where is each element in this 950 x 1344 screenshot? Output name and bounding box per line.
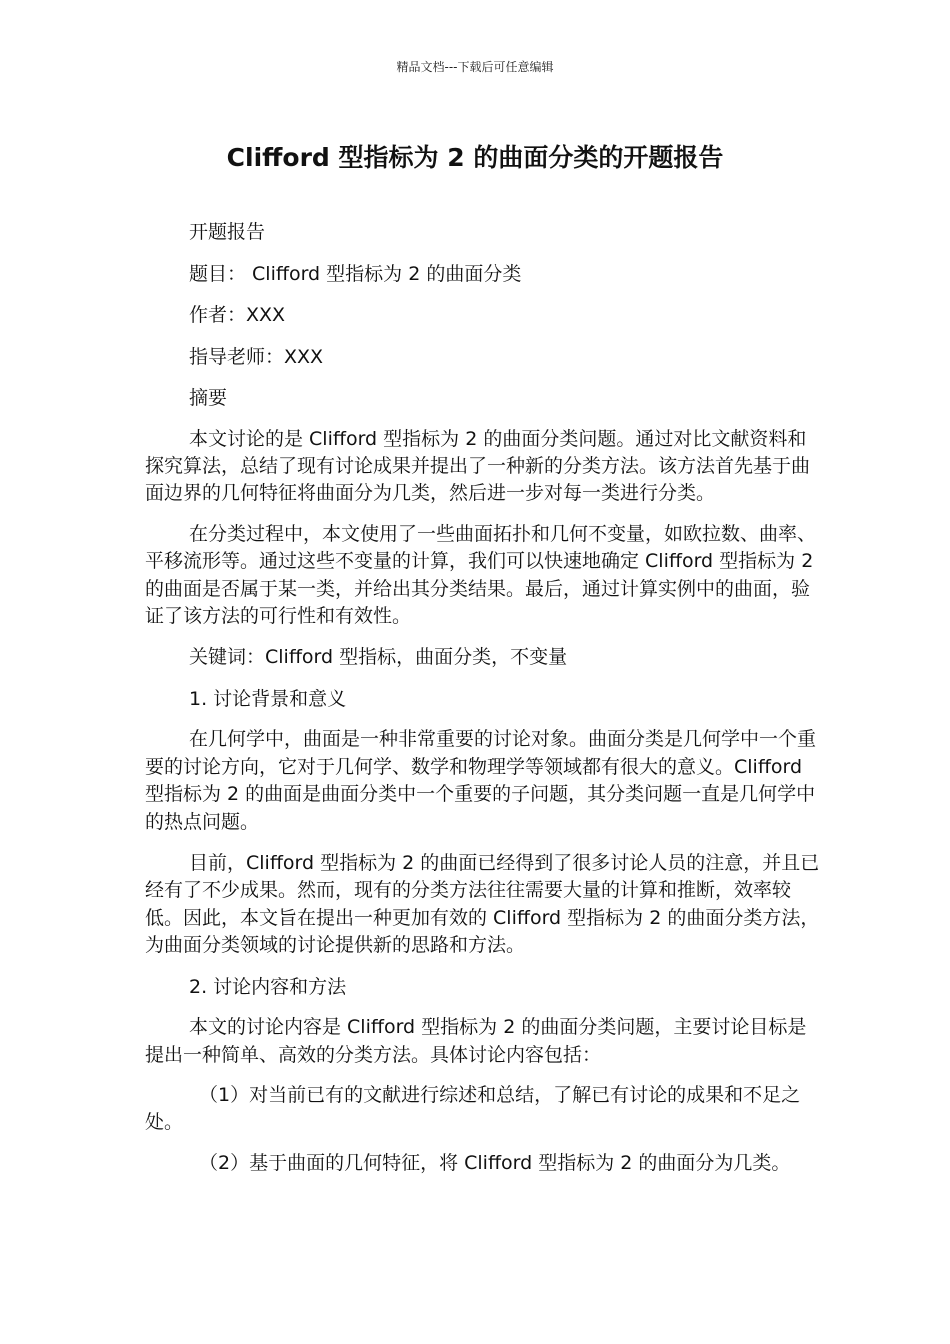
- abstract-paragraph-1: 本文讨论的是 Clifford 型指标为 2 的曲面分类问题。通过对比文献资料和探究算法，总结了现有讨论成果并提出了一种新的分类方法。该方法首先基于曲面边界的几何特征将曲面分为几类，然后进一步对每一类进行分类。: [145, 427, 811, 505]
- topic-line: 题目： Clifford 型指标为 2 的曲面分类: [189, 262, 522, 285]
- background-paragraph-1: 在几何学中，曲面是一种非常重要的讨论对象。曲面分类是几何学中一个重要的讨论方向，它对于几何学、数学和物理学等领域都有很大的意义。Clifford 型指标为 2 的曲面是曲面分类中一个重要的子问题，其分类问题一直是几何学中的热点问题。: [145, 728, 817, 833]
- content-paragraph: 本文的讨论内容是 Clifford 型指标为 2 的曲面分类问题，主要讨论目标是提出一种简单、高效的分类方法。具体讨论内容包括：: [145, 1016, 807, 1066]
- background-paragraph-2: 目前，Clifford 型指标为 2 的曲面已经得到了很多讨论人员的注意，并且已经有了不少成果。然而，现有的分类方法往往需要大量的计算和推断，效率较低。因此，本文旨在提出一种更加有效的 Clifford 型指标为 2 的曲面分类方法，为曲面分类领域的讨论提供新的思路和方法。: [145, 851, 820, 957]
- document-body: [145, 218, 820, 1190]
- advisor-line: 指导老师：XXX: [189, 345, 324, 368]
- section-heading-2: 2. 讨论内容和方法: [189, 975, 347, 998]
- author-line: 作者：XXX: [189, 304, 286, 326]
- document-title: Clifford 型指标为 2 的曲面分类的开题报告: [226, 143, 724, 172]
- section-heading-1: 1. 讨论背景和意义: [189, 687, 347, 710]
- abstract-heading: 摘要: [189, 387, 228, 409]
- keywords-line: 关键词：Clifford 型指标，曲面分类，不变量: [189, 646, 568, 669]
- report-label: 开题报告: [189, 221, 266, 243]
- content-item-2: （2）基于曲面的几何特征，将 Clifford 型指标为 2 的曲面分为几类。: [199, 1151, 791, 1174]
- abstract-paragraph-2: 在分类过程中，本文使用了一些曲面拓扑和几何不变量，如欧拉数、曲率、平移流形等。通过这些不变量的计算，我们可以快速地确定 Clifford 型指标为 2 的曲面是否属于某一类，并给出其分类结果。最后，通过计算实例中的曲面，验证了该方法的可行性和有效性。: [145, 522, 817, 627]
- page-header: 精品文档---下载后可任意编辑: [396, 60, 554, 74]
- content-item-1: （1）对当前已有的文献进行综述和总结，了解已有讨论的成果和不足之处。: [145, 1083, 801, 1134]
